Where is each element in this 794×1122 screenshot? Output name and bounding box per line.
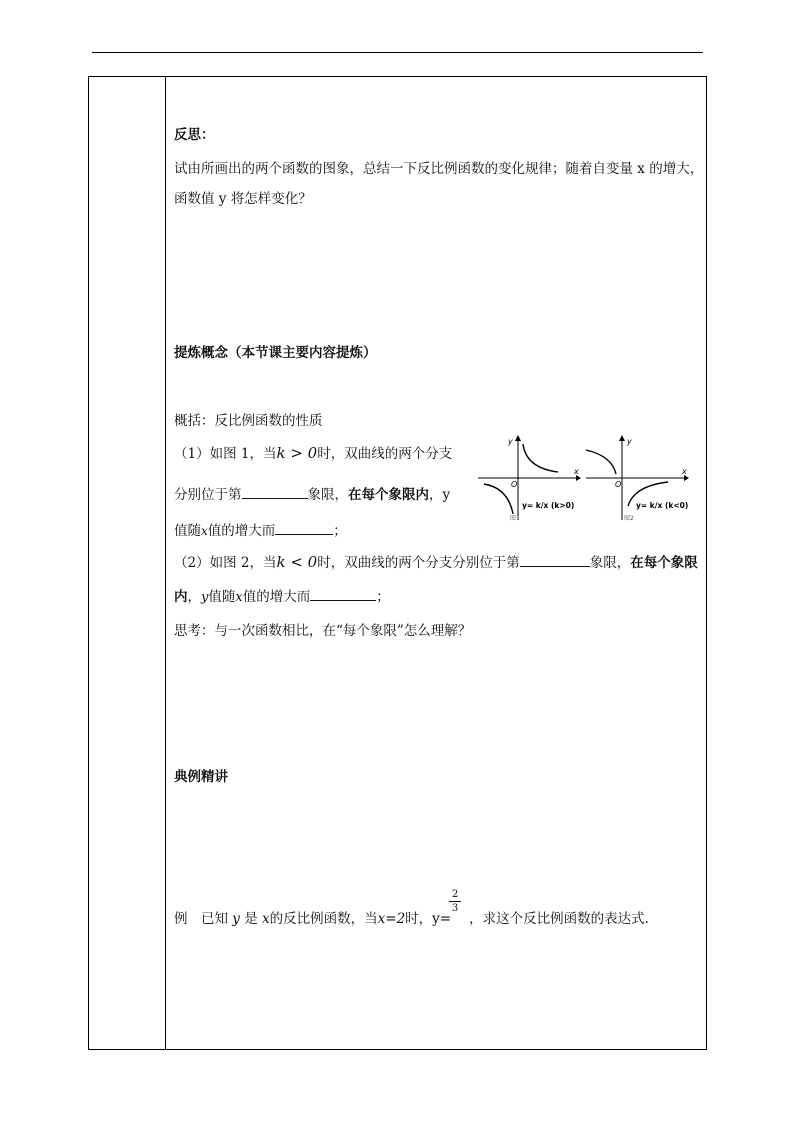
example-text2: 的反比例函数，当 (269, 911, 378, 927)
reflection-heading: 反思： (174, 127, 215, 143)
fig2-origin-label: O (615, 480, 622, 489)
item2-var-y: y (201, 590, 209, 605)
item1-condition: k > 0 (276, 444, 318, 462)
example-var-x: x (262, 911, 270, 927)
item1-suffix: 时，双曲线的两个分支 (317, 446, 453, 462)
reflection-line-1: 试由所画出的两个函数的图象，总结一下反比例函数的变化规律；随着自变量 x 的增大， (174, 161, 704, 177)
concept-summary: 概括：反比例函数的性质 (174, 413, 323, 429)
example-text3: 时，y= (405, 911, 452, 927)
fig2-caption: 图2 (624, 515, 634, 522)
item2-prefix: （2）如图 2，当 (174, 555, 277, 571)
example-text4: ，求这个反比例函数的表达式. (469, 911, 649, 927)
hyperbola-branch-q3 (484, 484, 513, 514)
item1-line3-b: 值的增大而 (207, 523, 276, 539)
fig2-x-label: x (682, 467, 687, 476)
answer-blank[interactable] (275, 522, 333, 535)
item2-condition: k < 0 (276, 553, 318, 571)
figure-2-graph (582, 432, 692, 524)
item2-var-x: x (235, 590, 243, 605)
fraction-denominator: 3 (451, 903, 459, 914)
fraction-numerator: 2 (451, 889, 459, 900)
example-line (174, 910, 649, 928)
item1-line2-b: 象限， (307, 487, 348, 503)
item1-line3 (174, 522, 347, 540)
item1-line2 (174, 486, 450, 504)
item1-line1 (174, 444, 452, 463)
answer-blank[interactable] (520, 554, 590, 567)
example-var-y: y (232, 911, 240, 927)
item2-line2-a: ， (187, 589, 201, 605)
fraction (449, 889, 461, 914)
fraction-bar (449, 901, 461, 902)
item1-line3-end: ； (333, 523, 347, 539)
item2-line2-end: ； (376, 589, 390, 605)
hyperbola-branch-q2 (586, 450, 616, 474)
item1-line2-a: 分别位于第 (174, 487, 242, 503)
fig1-x-label: x (574, 467, 579, 476)
item2-line1 (174, 553, 698, 572)
examples-heading: 典例精讲 (174, 769, 228, 785)
figure-1-graph (474, 432, 582, 524)
item1-line2-c: ，y (429, 487, 451, 503)
header-rule (92, 52, 703, 53)
item2-bold1: 在每个象限 (630, 555, 698, 571)
fig1-origin-label: O (511, 480, 518, 489)
example-text1: 是 (244, 911, 258, 927)
item2-line2 (174, 588, 390, 607)
item2-line2-b: 值随 (208, 589, 236, 605)
hyperbola-branch-q1 (523, 444, 558, 472)
answer-blank[interactable] (242, 486, 308, 499)
item1-line2-bold: 在每个象限内 (348, 487, 429, 503)
example-prefix: 例 已知 (174, 911, 228, 927)
think-question: 思考：与一次函数相比，在“每个象限”怎么理解？ (174, 623, 472, 639)
item2-middle: 时，双曲线的两个分支分别位于第 (317, 555, 520, 571)
answer-blank[interactable] (310, 588, 376, 601)
reflection-line-2: 函数值 y 将怎样变化？ (174, 191, 312, 207)
fig1-caption: 图1 (510, 515, 520, 522)
item2-after-blank: 象限， (589, 555, 631, 571)
item1-line3-a: 值随 (174, 523, 201, 539)
item2-line2-c: 值的增大而 (242, 589, 311, 605)
concept-heading: 提炼概念（本节课主要内容提炼） (174, 345, 377, 361)
item1-var-x: x (201, 524, 208, 538)
y-arrow-icon (619, 435, 625, 441)
fig2-formula: y= k/x (k<0) (636, 501, 689, 510)
y-arrow-icon (515, 435, 521, 441)
example-cond: x=2 (377, 911, 406, 927)
item1-prefix: （1）如图 1，当 (174, 446, 277, 462)
column-divider (165, 76, 166, 1050)
fig2-y-label: y (627, 437, 632, 446)
fig1-y-label: y (508, 437, 513, 446)
item2-bold2: 内 (174, 589, 188, 605)
fig1-formula: y= k/x (k>0) (522, 501, 575, 510)
